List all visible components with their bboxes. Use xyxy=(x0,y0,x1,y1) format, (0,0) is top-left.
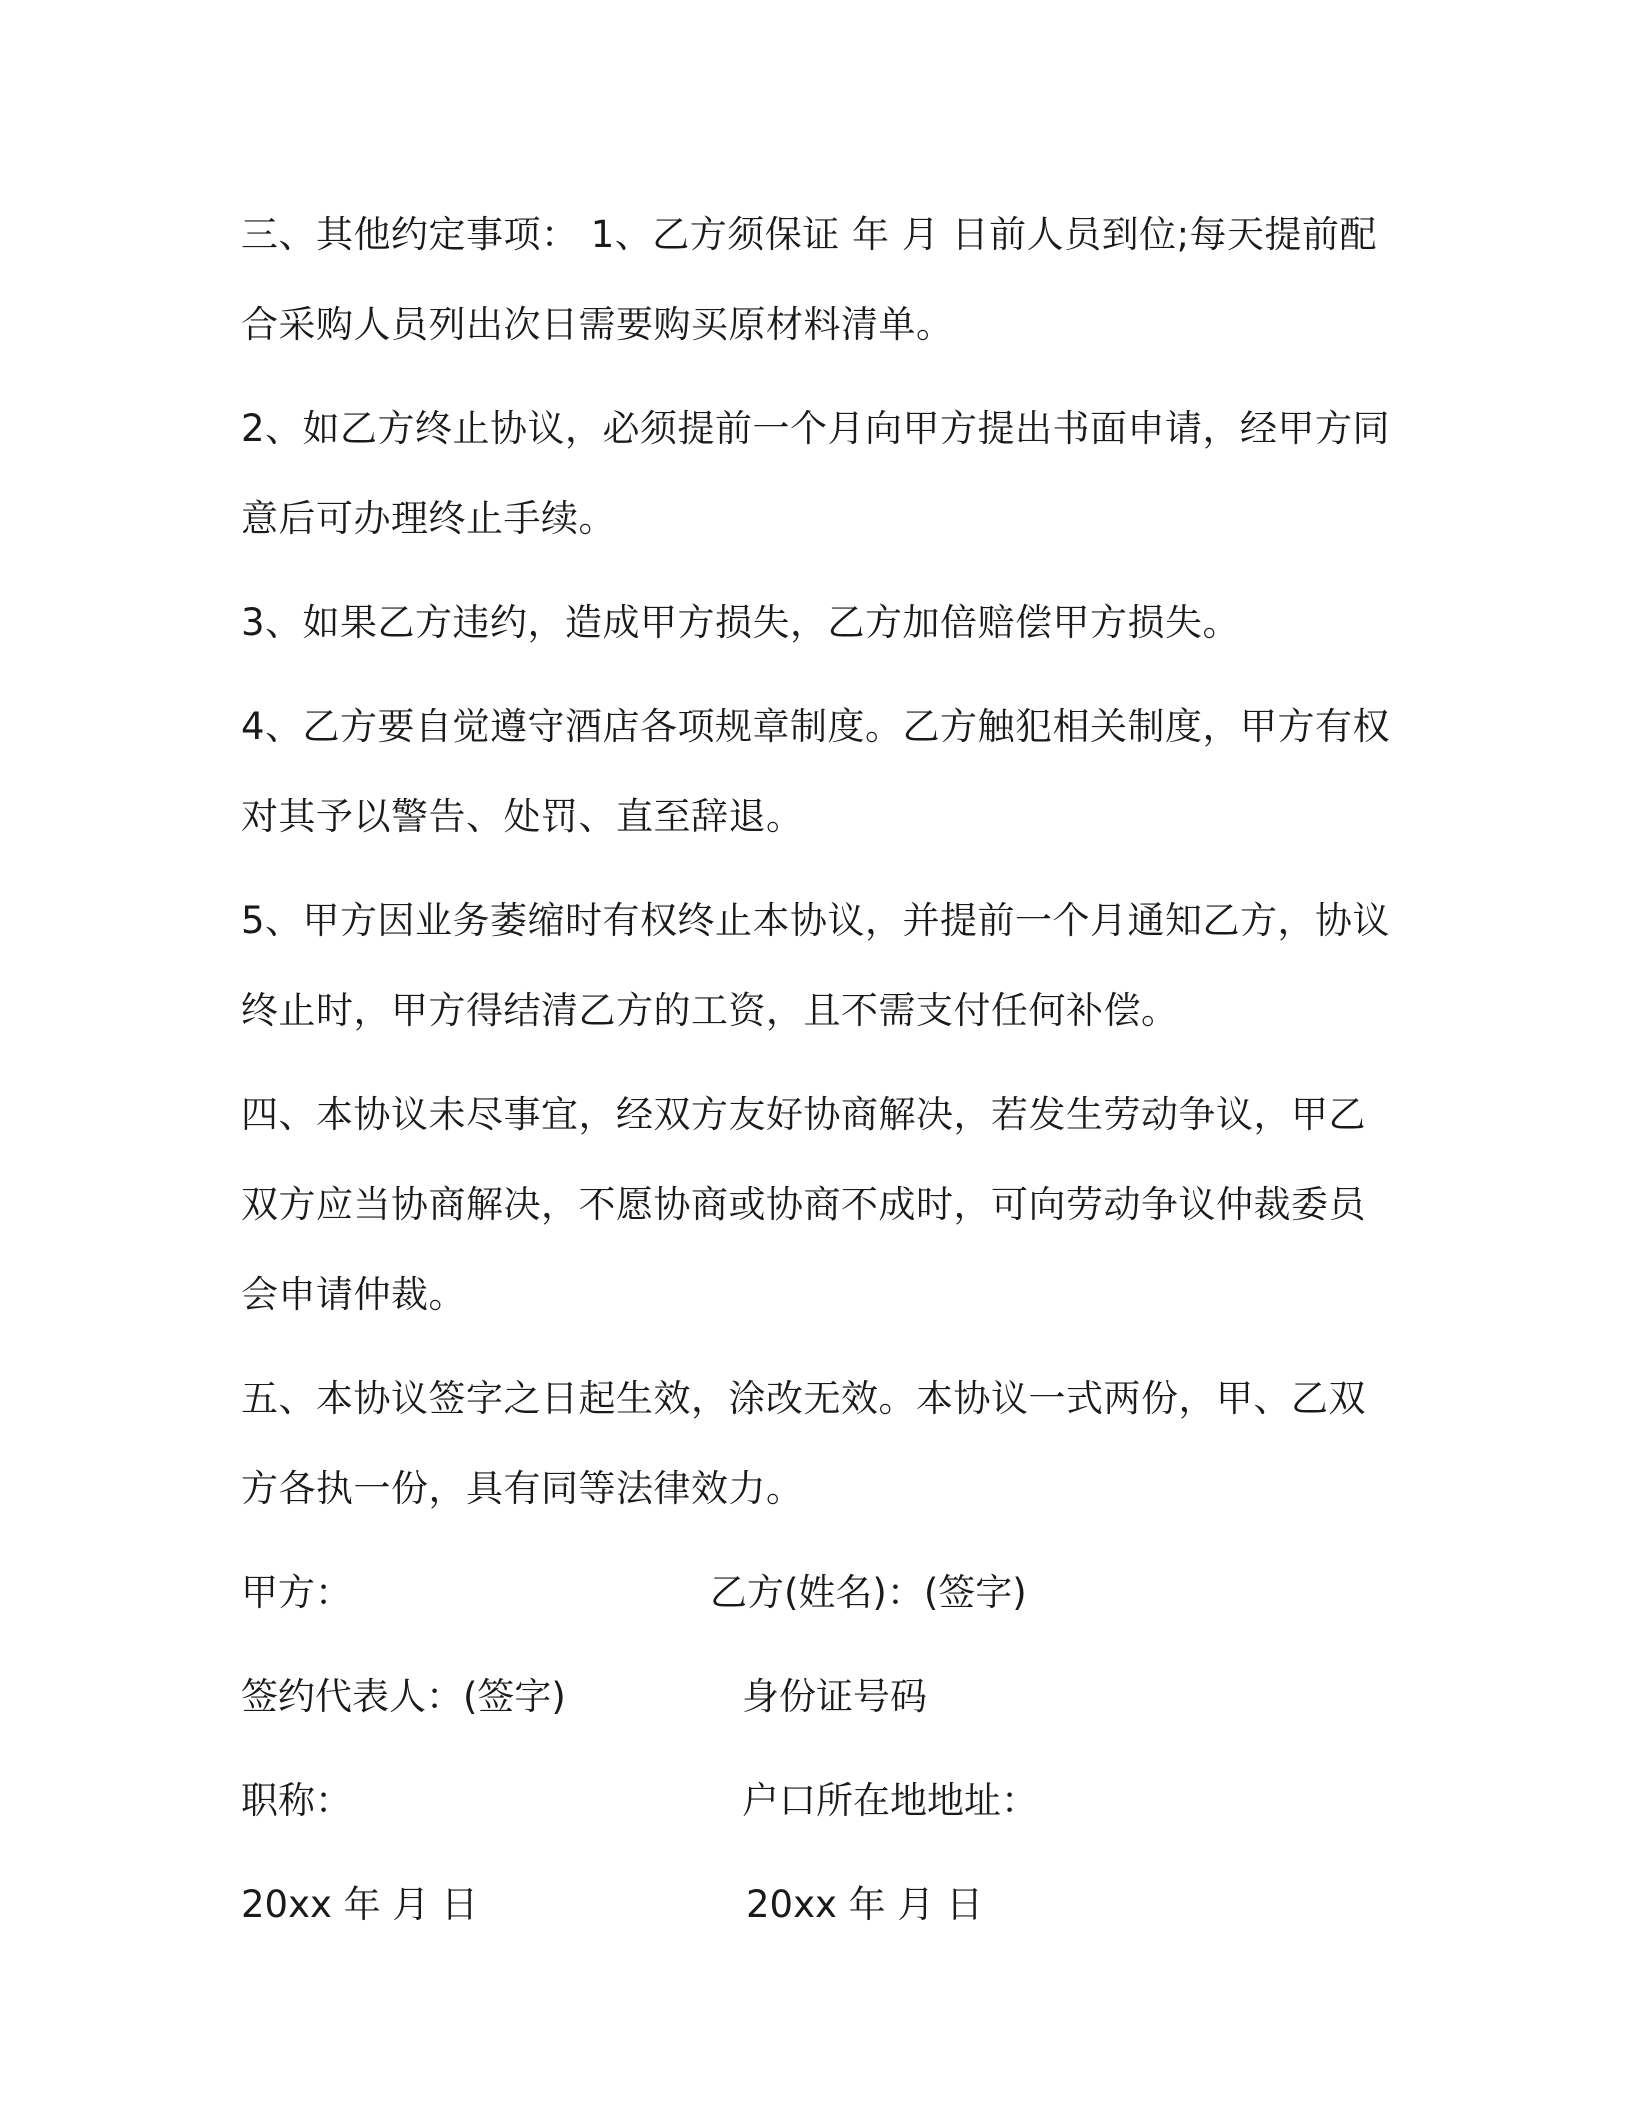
document-content xyxy=(241,190,1391,1964)
signature-row-parties xyxy=(241,1548,1391,1652)
party-b-label: 乙方(姓名)：(签字) xyxy=(710,1571,1027,1614)
clause-three-2: 2、如乙方终止协议，必须提前一个月向甲方提出书面申请，经甲方同意后可办理终止手续。 xyxy=(241,407,1391,540)
signature-row-representative xyxy=(241,1652,1391,1756)
signature-row-title xyxy=(241,1756,1391,1860)
clause-three-4: 4、乙方要自觉遵守酒店各项规章制度。乙方触犯相关制度，甲方有权对其予以警告、处罚、直至辞退。 xyxy=(241,705,1391,838)
signature-row-dates xyxy=(241,1860,1391,1964)
representative-label: 签约代表人：(签字) xyxy=(241,1675,566,1718)
date-party-a: 20xx 年 月 日 xyxy=(241,1883,479,1926)
date-party-b: 20xx 年 月 日 xyxy=(746,1883,984,1926)
clause-three-3: 3、如果乙方违约，造成甲方损失，乙方加倍赔偿甲方损失。 xyxy=(241,601,1241,644)
clause-five: 五、本协议签字之日起生效，涂改无效。本协议一式两份，甲、乙双方各执一份，具有同等法律效力。 xyxy=(241,1377,1366,1510)
clause-three-1: 三、其他约定事项： 1、乙方须保证 年 月 日前人员到位;每天提前配合采购人员列出次日需要购买原材料清单。 xyxy=(241,213,1378,346)
clause-four: 四、本协议未尽事宜，经双方友好协商解决，若发生劳动争议，甲乙双方应当协商解决，不愿协商或协商不成时，可向劳动争议仲裁委员会申请仲裁。 xyxy=(241,1093,1366,1316)
clause-three-5: 5、甲方因业务萎缩时有权终止本协议，并提前一个月通知乙方，协议终止时，甲方得结清乙方的工资，且不需支付任何补偿。 xyxy=(241,899,1391,1032)
title-label: 职称： xyxy=(241,1779,352,1822)
id-number-label: 身份证号码 xyxy=(742,1675,927,1718)
party-a-label: 甲方： xyxy=(241,1571,352,1614)
household-address-label: 户口所在地地址： xyxy=(742,1779,1038,1822)
